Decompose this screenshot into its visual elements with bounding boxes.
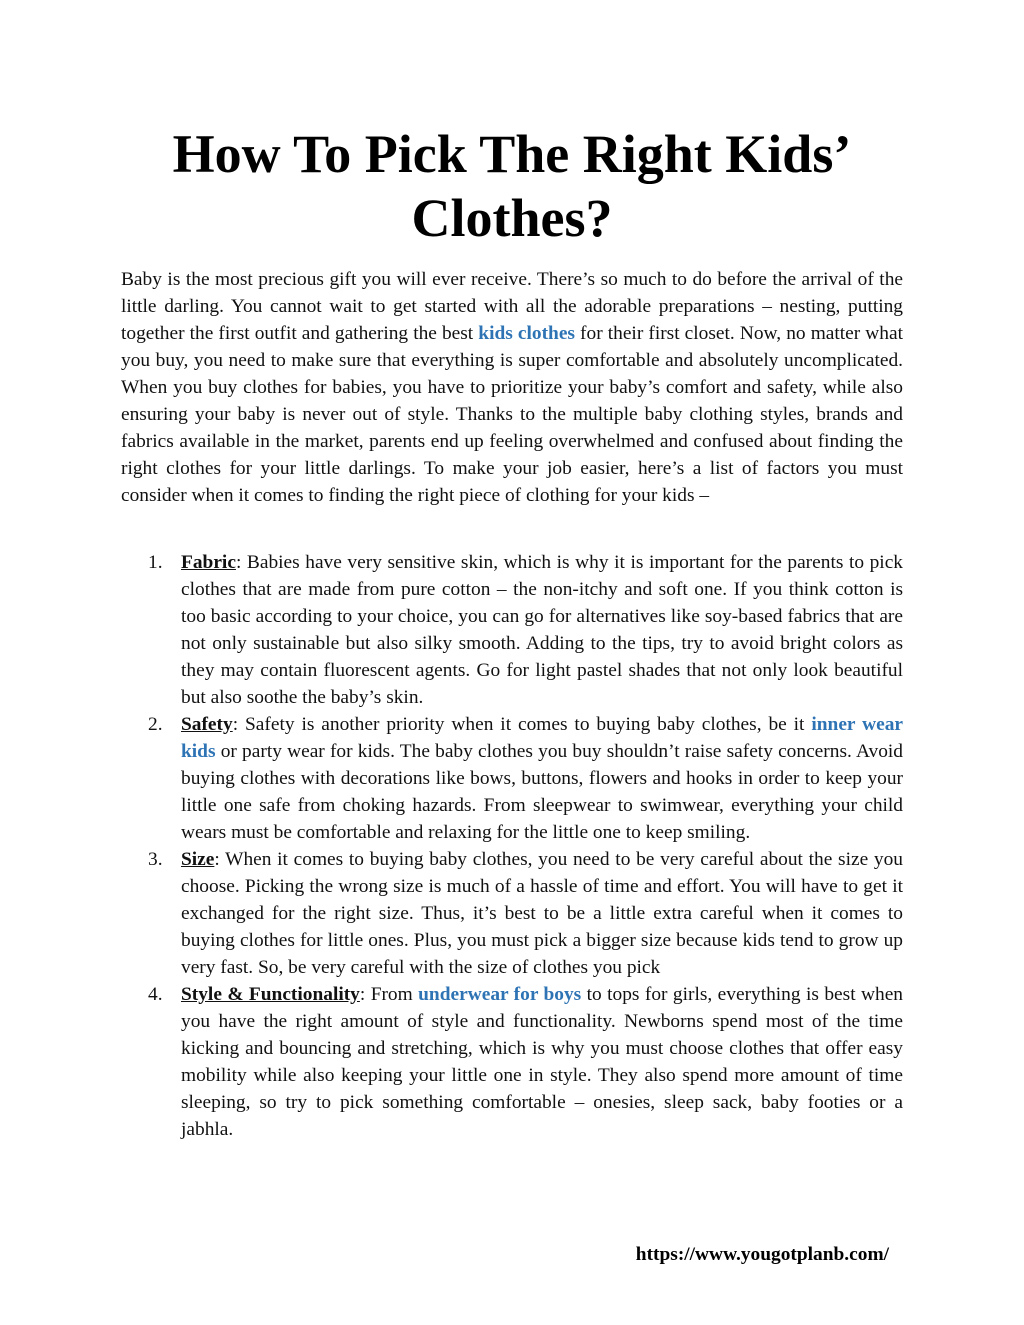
factor-text: : Babies have very sensitive skin, which is why it is important for the parents to pick clothes that are made from pure cotton – the non-itchy and soft one. If you think cotton is too basic according to your choice, you can go for alternatives like soy-based fabrics that are not only sustainable but also silky smooth. Adding to the tips, try to avoid bright colors as they may contain fluorescent agents. Go for light pastel shades that not only look beautiful but also soothe the baby’s skin. bbox=[181, 552, 903, 708]
list-item-size bbox=[121, 846, 903, 981]
factor-text-end: to tops for girls, everything is best when you have the right amount of style and functionality. Newborns spend most of the time kicking and bouncing and stretching, which is why you must choose clothes that offer easy mobility while also keeping your little one in style. They also spend more amount of time sleeping, so try to pick something comfortable – onesies, sleep sack, baby footies or a jabhla. bbox=[181, 984, 903, 1140]
underwear-for-boys-link[interactable]: underwear for boys bbox=[418, 984, 582, 1005]
list-number: 1. bbox=[148, 552, 163, 573]
factor-heading-safety: Safety bbox=[181, 714, 233, 735]
intro-text-end: for their first closet. Now, no matter what you buy, you need to make sure that everything is super comfortable and absolutely uncomplicated. When you buy clothes for babies, you have to prioritize your baby’s comfort and safety, while also ensuring your baby is never out of style. Thanks to the multiple baby clothing styles, brands and fabrics available in the market, parents end up feeling overwhelmed and confused about finding the right clothes for your little darlings. To make your job easier, here’s a list of factors you must consider when it comes to finding the right piece of clothing for your kids – bbox=[121, 323, 903, 506]
factor-heading-style-functionality: Style & Functionality bbox=[181, 984, 360, 1005]
intro-paragraph bbox=[121, 266, 903, 509]
factor-text-end: or party wear for kids. The baby clothes you buy shouldn’t raise safety concerns. Avoid buying clothes with decorations like bows, buttons, flowers and hooks in order to keep your little one safe from choking hazards. From sleepwear to swimwear, everything your child wears must be comfortable and relaxing for the little one to keep smiling. bbox=[181, 741, 903, 843]
factor-heading-fabric: Fabric bbox=[181, 552, 236, 573]
list-item-safety bbox=[121, 711, 903, 846]
list-number: 3. bbox=[148, 849, 163, 870]
factor-text: : From bbox=[359, 984, 419, 1005]
kids-clothes-link[interactable]: kids clothes bbox=[478, 323, 575, 344]
page-title: How To Pick The Right Kids’ Clothes? bbox=[172, 124, 852, 248]
intro-text-start: Baby is the most precious gift you will ever receive. There’s so much to do before the arrival of the little darling. You cannot wait to get started with all the adorable preparations – nesting, putting together the first outfit and gathering the best bbox=[121, 269, 903, 344]
factor-heading-size: Size bbox=[181, 849, 215, 870]
factor-text: : When it comes to buying baby clothes, you need to be very careful about the size you choose. Picking the wrong size is much of a hassle of time and effort. You will have to get it exchanged for the right size. Thus, it’s best to be a little extra careful when it comes to buying clothes for little ones. Plus, you must pick a bigger size because kids tend to grow up very fast. So, be very careful with the size of clothes you pick bbox=[181, 849, 903, 978]
list-item-fabric bbox=[121, 549, 903, 711]
factor-text: : Safety is another priority when it comes to buying baby clothes, be it bbox=[232, 714, 812, 735]
list-number: 4. bbox=[148, 984, 163, 1005]
inner-wear-kids-link[interactable]: inner wear kids bbox=[181, 714, 903, 762]
footer-url-link[interactable]: https://www.yougotplanb.com/ bbox=[635, 1244, 889, 1265]
list-number: 2. bbox=[148, 714, 163, 735]
list-item-style-functionality bbox=[121, 981, 903, 1143]
factor-list bbox=[121, 549, 903, 1143]
